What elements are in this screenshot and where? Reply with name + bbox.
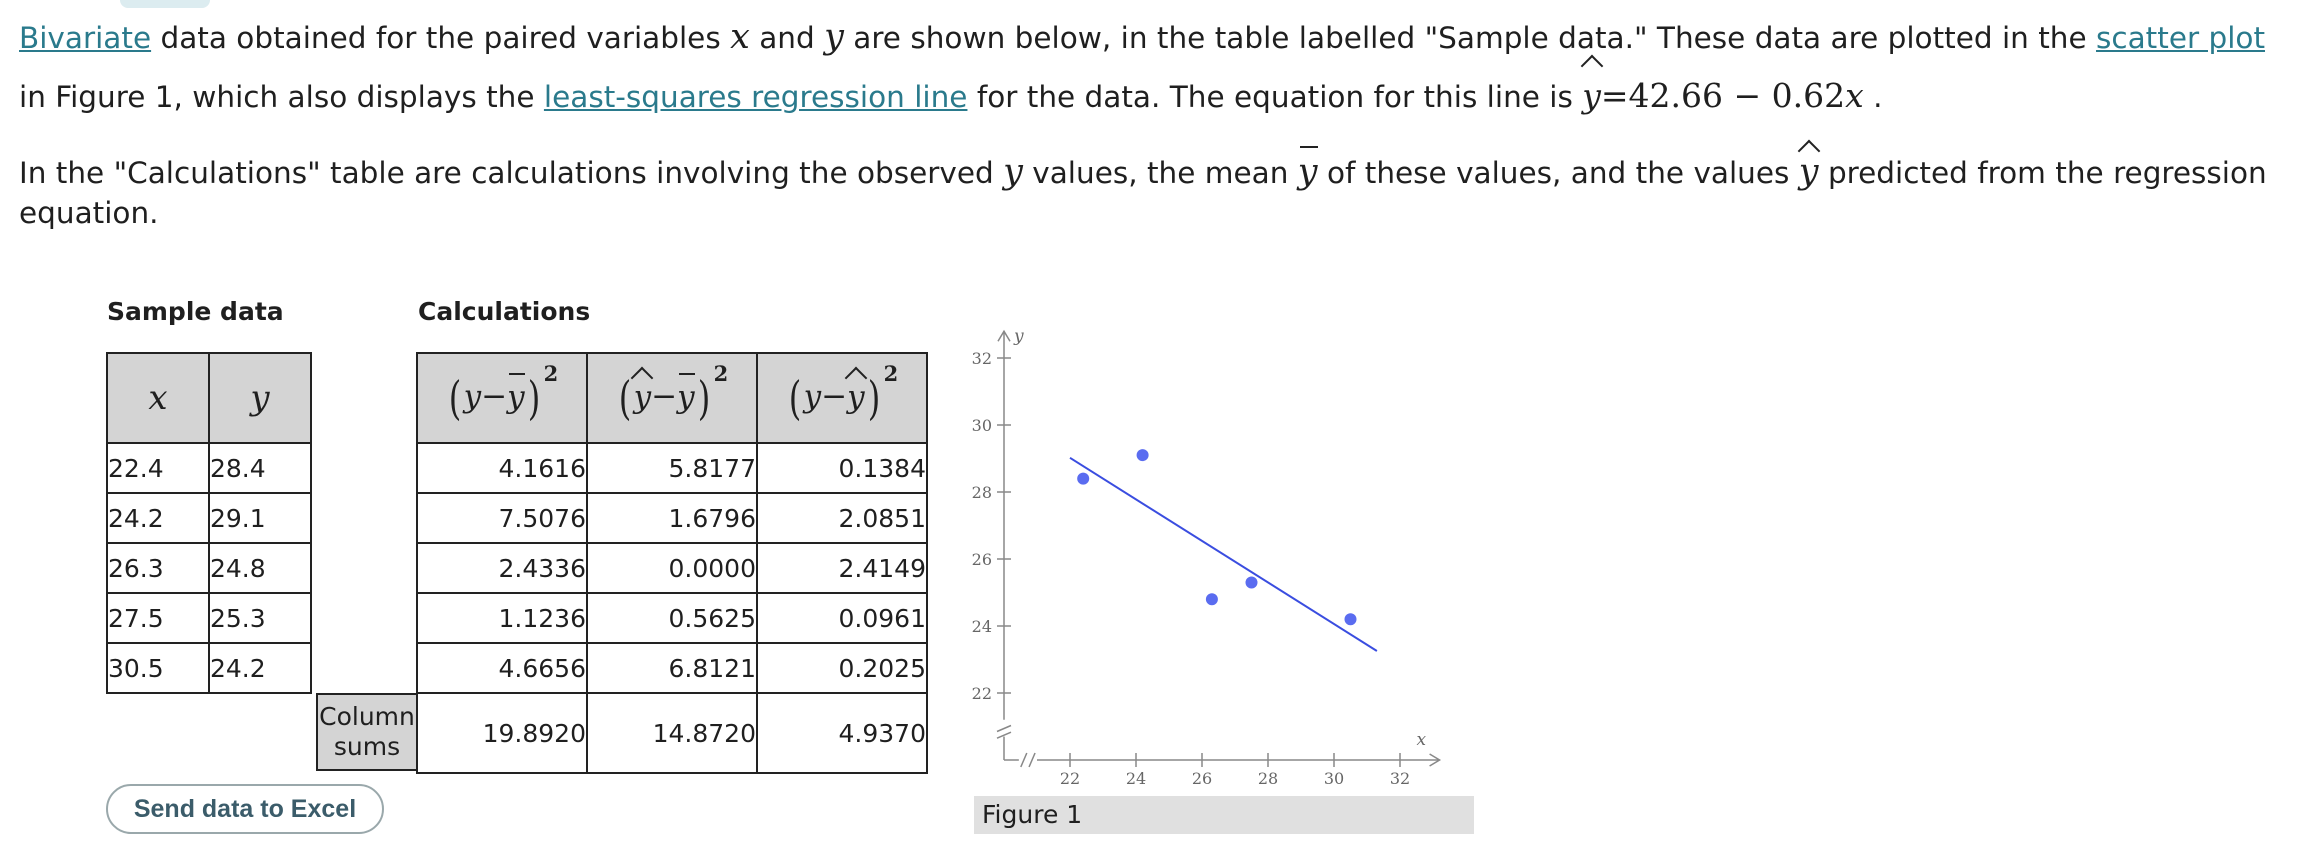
sample-data-title: Sample data <box>107 297 284 326</box>
table-row <box>107 493 311 543</box>
x-tick-label: 30 <box>1323 769 1345 788</box>
scatter-plot <box>960 290 1500 790</box>
sum-cell: 4.9370 <box>757 693 927 773</box>
col-header-y: y <box>209 353 311 443</box>
calc-cell: 0.5625 <box>587 593 757 643</box>
regression-equation <box>1582 76 1864 115</box>
column-sums-row <box>417 693 927 773</box>
sum-cell: 19.8920 <box>417 693 587 773</box>
table-row <box>107 643 311 693</box>
calculations-table <box>416 352 928 774</box>
intro-text-4: in Figure 1, which also displays the <box>19 80 544 114</box>
calc-text-4: predicted from the regression equation. <box>19 156 2267 230</box>
cell-x: 22.4 <box>107 443 209 493</box>
y-axis-break-mark <box>997 726 1011 732</box>
cell-y: 29.1 <box>209 493 311 543</box>
data-point <box>1077 473 1089 485</box>
column-sums-label: Column sums <box>316 693 416 771</box>
bivariate-link[interactable]: Bivariate <box>19 21 152 55</box>
table-row <box>107 543 311 593</box>
cell-x: 30.5 <box>107 643 209 693</box>
data-point <box>1246 576 1258 588</box>
var-x: x <box>730 17 750 57</box>
calc-text-3: of these values, and the values <box>1317 156 1799 190</box>
equation-x: x <box>1845 76 1864 115</box>
x-axis-break-mark <box>1021 753 1027 767</box>
table-row <box>417 493 927 543</box>
intro-text-3: are shown below, in the table labelled "Sample data." These data are plotted in the <box>843 21 2097 55</box>
cell-x: 27.5 <box>107 593 209 643</box>
table-row <box>417 593 927 643</box>
y-tick-label: 26 <box>971 550 992 569</box>
y-hat-symbol: y <box>1798 152 1819 192</box>
y-tick-label: 22 <box>971 684 992 703</box>
calculations-title: Calculations <box>418 297 591 326</box>
regression-line-link[interactable]: least-squares regression line <box>543 80 968 114</box>
x-tick-label: 32 <box>1389 769 1411 788</box>
y-tick-label: 28 <box>971 483 992 502</box>
calc-cell: 0.1384 <box>757 443 927 493</box>
x-tick-label: 26 <box>1191 769 1213 788</box>
data-point <box>1345 613 1357 625</box>
var-y: y <box>1003 152 1023 192</box>
send-to-excel-button[interactable]: Send data to Excel <box>106 784 384 834</box>
calc-cell: 4.1616 <box>417 443 587 493</box>
calc-cell: 4.6656 <box>417 643 587 693</box>
table-row <box>107 593 311 643</box>
col-header-yhat-minus-ybar: (y−y) $^2$ <box>587 353 757 443</box>
intro-text-5: for the data. The equation for this line is <box>967 80 1583 114</box>
calc-cell: 5.8177 <box>587 443 757 493</box>
cell-x: 26.3 <box>107 543 209 593</box>
sum-cell: 14.8720 <box>587 693 757 773</box>
x-axis-label: x <box>1416 730 1427 750</box>
x-axis-break-mark <box>1029 753 1035 767</box>
var-y: y <box>824 17 844 57</box>
y-tick-label: 32 <box>971 349 992 368</box>
cell-y: 24.2 <box>209 643 311 693</box>
sample-header-row <box>107 353 311 443</box>
calc-cell: 0.2025 <box>757 643 927 693</box>
calc-cell: 1.1236 <box>417 593 587 643</box>
calc-cell: 1.6796 <box>587 493 757 543</box>
equation-rhs: =42.66 − 0.62 <box>1600 76 1846 115</box>
cell-x: 24.2 <box>107 493 209 543</box>
calc-cell: 2.0851 <box>757 493 927 543</box>
data-point <box>1137 449 1149 461</box>
intro-paragraph <box>19 8 2289 126</box>
table-row <box>107 443 311 493</box>
calc-cell: 6.8121 <box>587 643 757 693</box>
calc-header-row <box>417 353 927 443</box>
calc-cell: 2.4149 <box>757 543 927 593</box>
calc-cell: 0.0961 <box>757 593 927 643</box>
col-header-y-minus-ybar: (y−y) $^2$ <box>417 353 587 443</box>
sample-data-table <box>106 352 312 694</box>
regression-line <box>1070 458 1377 651</box>
cell-y: 25.3 <box>209 593 311 643</box>
y-bar-symbol: y <box>1297 152 1318 192</box>
cell-y: 28.4 <box>209 443 311 493</box>
x-tick-label: 28 <box>1257 769 1279 788</box>
x-tick-label: 22 <box>1059 769 1081 788</box>
data-point <box>1206 593 1218 605</box>
calc-text-2: values, the mean <box>1022 156 1298 190</box>
calc-cell: 7.5076 <box>417 493 587 543</box>
y-hat-symbol: y <box>1582 67 1601 125</box>
figure-caption: Figure 1 <box>974 796 1474 834</box>
y-tick-label: 24 <box>971 617 992 636</box>
intro-text-2: and <box>749 21 825 55</box>
x-tick-label: 24 <box>1125 769 1147 788</box>
intro-text-1: data obtained for the paired variables <box>151 21 731 55</box>
table-row <box>417 643 927 693</box>
cell-y: 24.8 <box>209 543 311 593</box>
table-row <box>417 543 927 593</box>
calc-text-1: In the "Calculations" table are calculations involving the observed <box>19 156 1004 190</box>
table-row <box>417 443 927 493</box>
y-tick-label: 30 <box>971 416 992 435</box>
calc-cell: 2.4336 <box>417 543 587 593</box>
calc-cell: 0.0000 <box>587 543 757 593</box>
top-tab-remnant <box>120 0 210 8</box>
y-axis-label: y <box>1014 326 1024 347</box>
col-header-x: x <box>107 353 209 443</box>
col-header-y-minus-yhat: (y−y) $^2$ <box>757 353 927 443</box>
scatter-plot-link[interactable]: scatter plot <box>2096 21 2266 55</box>
intro-text-6: . <box>1863 80 1883 114</box>
calculations-paragraph <box>19 152 2289 233</box>
